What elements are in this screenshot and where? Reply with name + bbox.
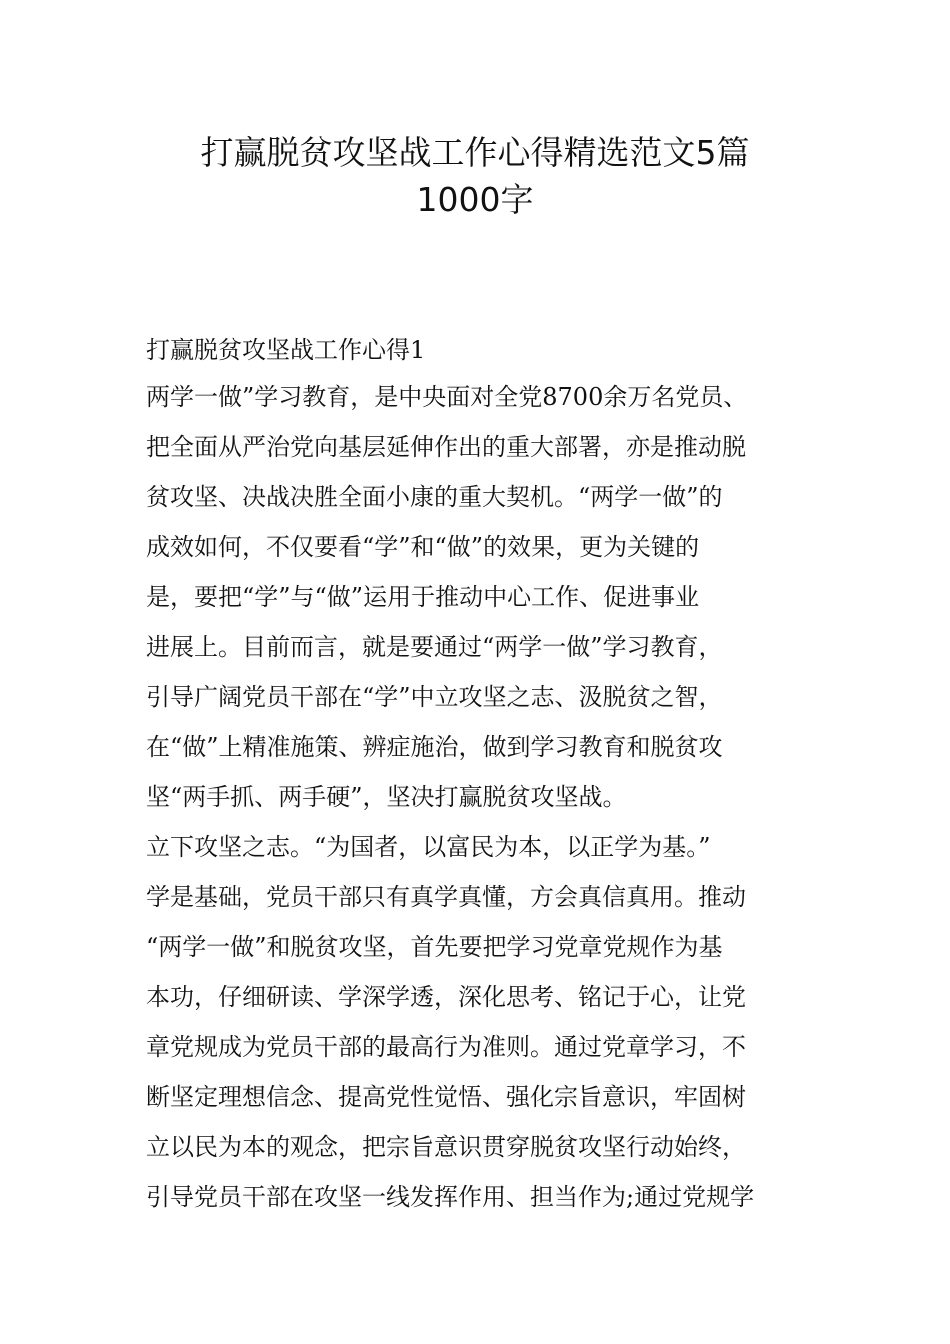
- body-line: 立以民为本的观念，把宗旨意识贯穿脱贫攻坚行动始终，: [146, 1133, 746, 1161]
- section-heading: 打赢脱贫攻坚战工作心得1: [146, 336, 426, 364]
- document-title-line-1: 打赢脱贫攻坚战工作心得精选范文5篇: [200, 133, 750, 172]
- body-line: 本功，仔细研读、学深学透，深化思考、铭记于心，让党: [146, 983, 746, 1011]
- body-line: 引导党员干部在攻坚一线发挥作用、担当作为;通过党规学: [146, 1183, 755, 1211]
- body-line: 把全面从严治党向基层延伸作出的重大部署，亦是推动脱: [146, 433, 746, 461]
- document-body: [146, 328, 816, 1222]
- body-line: 立下攻坚之志。“为国者，以富民为本，以正学为基。”: [146, 833, 711, 861]
- body-line: “两学一做”和脱贫攻坚，首先要把学习党章党规作为基: [146, 933, 723, 961]
- document-title-line-2: 1000字: [416, 180, 534, 219]
- body-line: 章党规成为党员干部的最高行为准则。通过党章学习，不: [146, 1033, 746, 1061]
- body-line: 是，要把“学”与“做”运用于推动中心工作、促进事业: [146, 583, 700, 611]
- body-line: 进展上。目前而言，就是要通过“两学一做”学习教育，: [146, 633, 723, 661]
- body-line: 两学一做”学习教育，是中央面对全党8700余万名党员、: [146, 383, 748, 411]
- body-line: 在“做”上精准施策、辨症施治，做到学习教育和脱贫攻: [146, 733, 723, 761]
- body-line: 成效如何，不仅要看“学”和“做”的效果，更为关键的: [146, 533, 700, 561]
- body-line: 学是基础，党员干部只有真学真懂，方会真信真用。推动: [146, 883, 746, 911]
- body-line: 贫攻坚、决战决胜全面小康的重大契机。“两学一做”的: [146, 483, 723, 511]
- body-line: 断坚定理想信念、提高党性觉悟、强化宗旨意识，牢固树: [146, 1083, 746, 1111]
- body-line: 引导广阔党员干部在“学”中立攻坚之志、汲脱贫之智，: [146, 683, 723, 711]
- body-line: 坚“两手抓、两手硬”，坚决打赢脱贫攻坚战。: [146, 783, 627, 811]
